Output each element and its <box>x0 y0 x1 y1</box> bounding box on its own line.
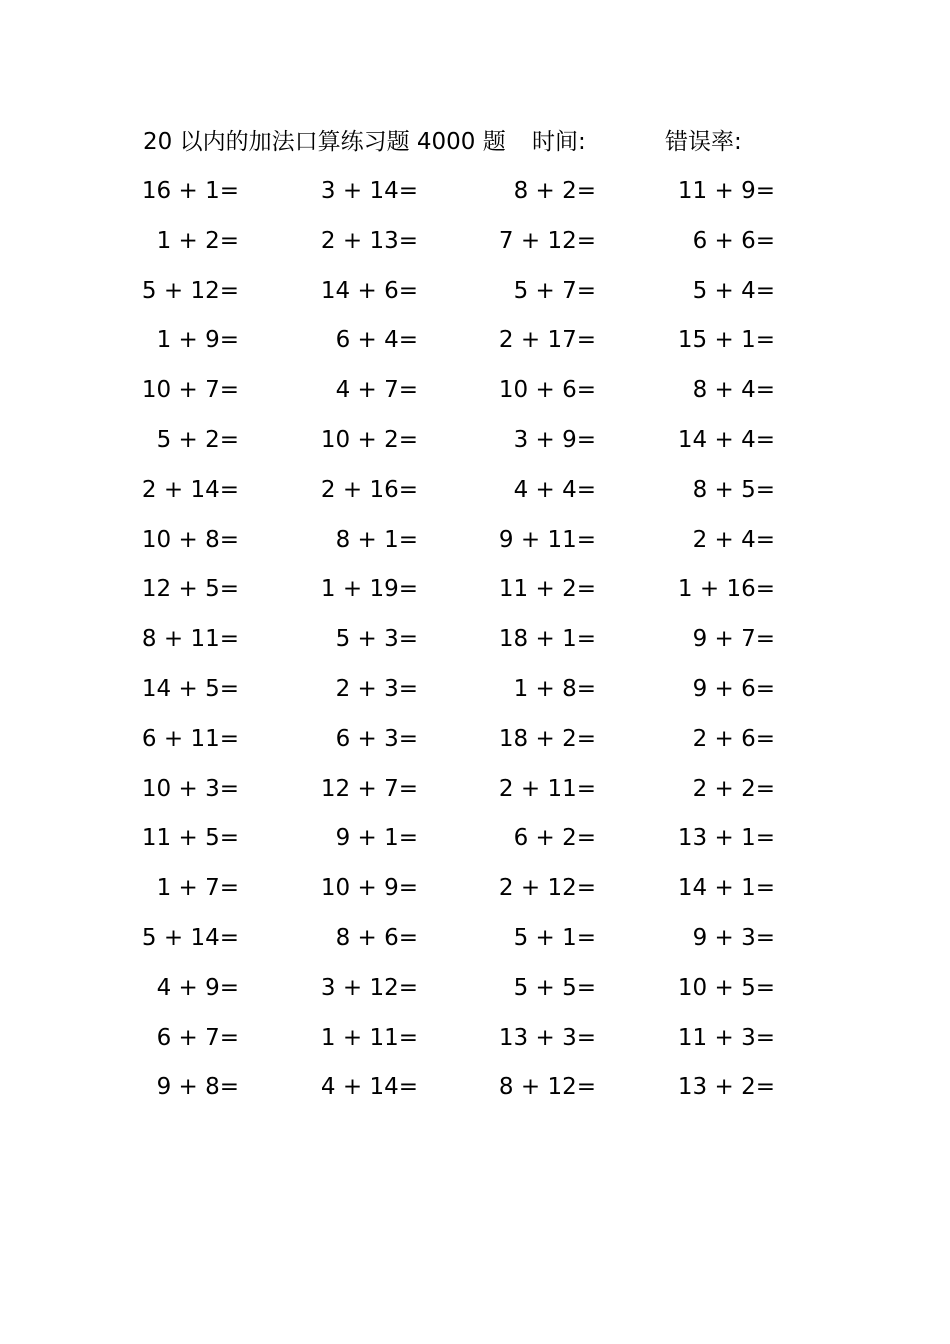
addition-problem: 12 + 5= <box>141 576 239 603</box>
addition-problem: 2 + 17= <box>498 327 596 354</box>
addition-problem: 5 + 14= <box>141 924 239 951</box>
addition-problem: 10 + 7= <box>141 377 239 404</box>
addition-problem: 9 + 6= <box>692 675 775 702</box>
problem-row <box>140 372 800 422</box>
problem-row <box>140 1069 800 1119</box>
addition-problem: 1 + 2= <box>156 227 239 254</box>
addition-problem: 5 + 7= <box>513 277 596 304</box>
problem-row <box>140 870 800 920</box>
addition-problem: 6 + 11= <box>141 725 239 752</box>
addition-problem: 5 + 3= <box>335 626 418 653</box>
addition-problem: 2 + 3= <box>335 675 418 702</box>
addition-problem: 2 + 14= <box>141 476 239 503</box>
problem-row <box>140 322 800 372</box>
addition-problem: 1 + 9= <box>156 327 239 354</box>
addition-problem: 8 + 1= <box>335 526 418 553</box>
addition-problem: 13 + 1= <box>677 825 775 852</box>
addition-problem: 6 + 7= <box>156 1024 239 1051</box>
addition-problem: 8 + 4= <box>692 377 775 404</box>
addition-problem: 2 + 16= <box>320 476 418 503</box>
addition-problem: 2 + 2= <box>692 775 775 802</box>
addition-problem: 4 + 4= <box>513 476 596 503</box>
addition-problem: 8 + 11= <box>141 626 239 653</box>
addition-problem: 6 + 4= <box>335 327 418 354</box>
error-rate-label: 错误率: <box>665 129 742 155</box>
problem-row <box>140 173 800 223</box>
problem-row <box>140 920 800 970</box>
addition-problem: 9 + 1= <box>335 825 418 852</box>
problem-row <box>140 223 800 273</box>
addition-problem: 18 + 2= <box>498 725 596 752</box>
addition-problem: 4 + 14= <box>320 1074 418 1101</box>
addition-problem: 10 + 5= <box>677 974 775 1001</box>
addition-problem: 4 + 7= <box>335 377 418 404</box>
addition-problem: 6 + 6= <box>692 227 775 254</box>
addition-problem: 9 + 3= <box>692 924 775 951</box>
addition-problem: 14 + 4= <box>677 426 775 453</box>
addition-problem: 10 + 6= <box>498 377 596 404</box>
addition-problem: 2 + 13= <box>320 227 418 254</box>
problem-row <box>140 571 800 621</box>
addition-problem: 11 + 9= <box>677 178 775 204</box>
addition-problem: 2 + 6= <box>692 725 775 752</box>
addition-problem: 2 + 4= <box>692 526 775 553</box>
addition-problem: 1 + 11= <box>320 1024 418 1051</box>
addition-problem: 10 + 2= <box>320 426 418 453</box>
problem-row <box>140 970 800 1020</box>
addition-problem: 14 + 6= <box>320 277 418 304</box>
worksheet-title: 20 以内的加法口算练习题 4000 题 <box>143 129 506 155</box>
addition-problem: 8 + 5= <box>692 476 775 503</box>
addition-problem: 14 + 5= <box>141 675 239 702</box>
addition-problem: 1 + 8= <box>513 675 596 702</box>
addition-problem: 4 + 9= <box>156 974 239 1001</box>
addition-problem: 3 + 14= <box>320 178 418 204</box>
problem-row <box>140 522 800 572</box>
addition-problem: 7 + 12= <box>498 227 596 254</box>
addition-problem: 9 + 7= <box>692 626 775 653</box>
addition-problem: 6 + 3= <box>335 725 418 752</box>
problem-row <box>140 422 800 472</box>
problem-row <box>140 472 800 522</box>
addition-problem: 8 + 6= <box>335 924 418 951</box>
problem-row <box>140 771 800 821</box>
time-label: 时间: <box>532 129 586 155</box>
problem-row <box>140 621 800 671</box>
addition-problem: 9 + 8= <box>156 1074 239 1101</box>
problem-row <box>140 671 800 721</box>
addition-problem: 2 + 12= <box>498 875 596 902</box>
addition-problem: 2 + 11= <box>498 775 596 802</box>
problem-grid <box>140 173 800 1119</box>
addition-problem: 3 + 9= <box>513 426 596 453</box>
addition-problem: 8 + 2= <box>513 178 596 204</box>
addition-problem: 9 + 11= <box>498 526 596 553</box>
addition-problem: 5 + 2= <box>156 426 239 453</box>
problem-row <box>140 1020 800 1070</box>
addition-problem: 11 + 2= <box>498 576 596 603</box>
addition-problem: 12 + 7= <box>320 775 418 802</box>
addition-problem: 10 + 9= <box>320 875 418 902</box>
addition-problem: 16 + 1= <box>141 178 239 204</box>
addition-problem: 13 + 2= <box>677 1074 775 1101</box>
addition-problem: 8 + 12= <box>498 1074 596 1101</box>
addition-problem: 14 + 1= <box>677 875 775 902</box>
addition-problem: 6 + 2= <box>513 825 596 852</box>
addition-problem: 11 + 3= <box>677 1024 775 1051</box>
addition-problem: 13 + 3= <box>498 1024 596 1051</box>
problem-row <box>140 820 800 870</box>
addition-problem: 1 + 16= <box>677 576 775 603</box>
addition-problem: 10 + 3= <box>141 775 239 802</box>
problem-row <box>140 721 800 771</box>
addition-problem: 15 + 1= <box>677 327 775 354</box>
addition-problem: 5 + 4= <box>692 277 775 304</box>
addition-problem: 1 + 19= <box>320 576 418 603</box>
addition-problem: 10 + 8= <box>141 526 239 553</box>
addition-problem: 5 + 12= <box>141 277 239 304</box>
addition-problem: 11 + 5= <box>141 825 239 852</box>
addition-problem: 5 + 5= <box>513 974 596 1001</box>
addition-problem: 18 + 1= <box>498 626 596 653</box>
problem-row <box>140 273 800 323</box>
addition-problem: 3 + 12= <box>320 974 418 1001</box>
addition-problem: 5 + 1= <box>513 924 596 951</box>
addition-problem: 1 + 7= <box>156 875 239 902</box>
